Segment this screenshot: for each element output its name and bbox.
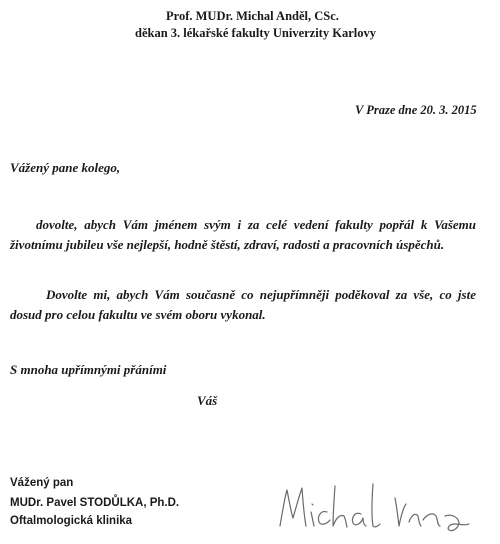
letter-date: V Praze dne 20. 3. 2015 — [355, 103, 477, 117]
recipient-name: MUDr. Pavel STODŮLKA, Ph.D. — [10, 497, 180, 509]
recipient-department: Oftalmologická klinika — [10, 515, 133, 527]
letterhead-name: Prof. MUDr. Michal Anděl, CSc. — [166, 9, 339, 23]
handwritten-signature — [275, 478, 485, 540]
paragraph-1: dovolte, abych Vám jménem svým i za celé vedení fakulty popřál k Vašemu životnímu jubileu vše nejlepší, hodně štěstí, zdraví, radosti a pracovních úspěchů. — [10, 217, 476, 252]
closing-sign: Váš — [197, 393, 218, 408]
closing-phrase: S mnoha upřímnými přáními — [10, 362, 167, 377]
paragraph-2: Dovolte mi, abych Vám současně co nejupřímněji poděkoval za vše, co jste dosud pro celou fakultu ve svém oboru vykonal. — [10, 287, 476, 322]
letterhead-title: děkan 3. lékařské fakulty Univerzity Karlovy — [135, 26, 376, 40]
salutation: Vážený pane kolego, — [10, 160, 121, 175]
recipient-line-1: Vážený pan — [10, 477, 74, 489]
